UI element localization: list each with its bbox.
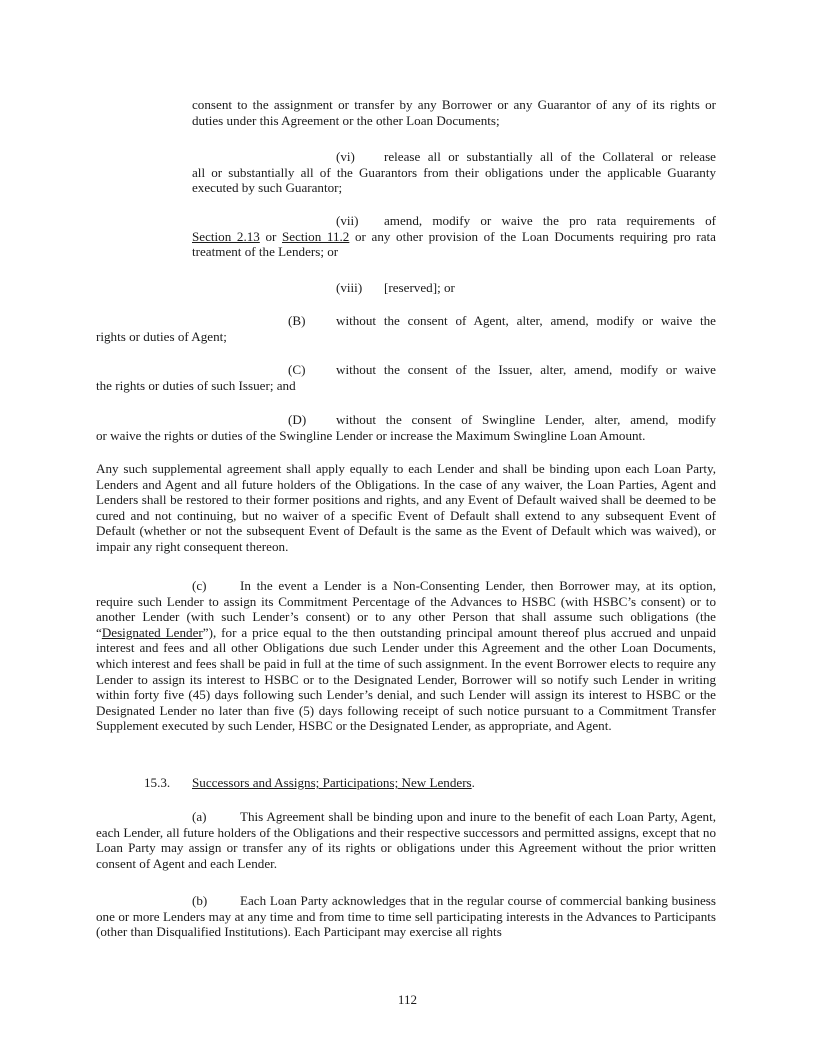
clause-B-first-line: without the consent of Agent, alter, amend, modify or waive the bbox=[336, 313, 716, 328]
clause-C-label: (C) bbox=[288, 362, 306, 377]
designated-lender-term: Designated Lender bbox=[101, 624, 203, 640]
clause-b-paragraph bbox=[96, 893, 716, 940]
clause-b-label: (b) bbox=[192, 893, 208, 908]
clause-B bbox=[96, 313, 716, 344]
clause-viii bbox=[336, 280, 716, 296]
clause-vi-rest: all or substantially all of the Guarantors from their obligations under the applicable Guaranty executed by such Guarantor; bbox=[192, 164, 716, 196]
clause-vii bbox=[192, 213, 716, 260]
clause-vii-or: or bbox=[259, 228, 282, 244]
clause-viii-label: (viii) bbox=[336, 280, 363, 295]
clause-C-rest: the rights or duties of such Issuer; and bbox=[96, 377, 296, 393]
section-15-3-heading bbox=[144, 775, 475, 791]
clause-C-first-line: without the consent of the Issuer, alter, amend, modify or waive bbox=[336, 362, 716, 377]
clause-vi bbox=[192, 149, 716, 196]
section-title-period: . bbox=[471, 775, 475, 790]
clause-viii-text: [reserved]; or bbox=[384, 280, 455, 295]
clause-c-label: (c) bbox=[192, 578, 207, 593]
clause-D-rest: or waive the rights or duties of the Swingline Lender or increase the Maximum Swingline Loan Amount. bbox=[96, 427, 646, 443]
section-11-2-link[interactable]: Section 11.2 bbox=[282, 228, 350, 244]
page-number: 112 bbox=[397, 992, 418, 1007]
clause-vi-first-line: release all or substantially all of the Collateral or release bbox=[384, 149, 716, 164]
clause-b-text: Each Loan Party acknowledges that in the regular course of commercial banking business one or more Lenders may at any time and from time to time sell participating interests in the Advances to Participants (other than Disqualified Institutions). Each Participant may exercise all rights bbox=[96, 893, 716, 940]
section-number: 15.3. bbox=[144, 775, 171, 790]
clause-c-paragraph bbox=[96, 578, 716, 734]
clause-c-before: In the event a Lender is a Non-Consenting Lender, then Borrower may, at its option, require such Lender to assign its Commitment Percentage of the Advances to HSBC (with HSBC’s consent) or to another Lender (with such Lender’s consent) or to any other Person that shall assume such obligations (the “ bbox=[96, 578, 716, 640]
supplemental-agreement-paragraph: Any such supplemental agreement shall apply equally to each Lender and shall be binding upon each Loan Party, Lenders and Agent and all future holders of the Obligations. In the case of any waiver, the Loan Parties, Agent and Lenders shall be restored to their former positions and rights, and any Event of Default waived shall be deemed to be cured and not continuing, but no waiver of a specific Event of Default shall extend to any subsequent Event of Default (whether or not the subsequent Event of Default is the same as the Event of Default which was waived), or impair any right consequent thereon. bbox=[96, 461, 716, 554]
clause-vii-first-line: amend, modify or waive the pro rata requirements of bbox=[384, 213, 716, 228]
clause-D-first-line: without the consent of Swingline Lender, alter, amend, modify bbox=[336, 412, 716, 427]
clause-D bbox=[96, 412, 716, 443]
clause-B-label: (B) bbox=[288, 313, 306, 328]
clause-C bbox=[96, 362, 716, 393]
section-title: Successors and Assigns; Participations; New Lenders bbox=[192, 775, 472, 790]
clause-a-label: (a) bbox=[192, 809, 207, 824]
clause-vii-label: (vii) bbox=[336, 213, 359, 228]
clause-D-label: (D) bbox=[288, 412, 307, 427]
clause-v-continuation: consent to the assignment or transfer by any Borrower or any Guarantor of any of its rights or duties under this Agreement or the other Loan Documents; bbox=[192, 97, 716, 128]
clause-B-rest: rights or duties of Agent; bbox=[96, 328, 227, 344]
clause-vii-rest: or any other provision of the Loan Documents requiring pro rata treatment of the Lenders; or bbox=[192, 228, 716, 260]
clause-c-after: ”), for a price equal to the then outstanding principal amount thereof plus accrued and unpaid interest and fees and all other Obligations due such Lender under this Agreement and the other Loan Documents, which interest and fees shall be paid in full at the time of such assignment. In the event Borrower elects to require any Lender to assign its interest to HSBC or to the Designated Lender, Borrower will so notify such Lender in writing within forty five (45) days following such Lender’s denial, and such Lender will assign its interest to HSBC or the Designated Lender no later than five (5) days following receipt of such notice pursuant to a Commitment Transfer Supplement executed by such Lender, HSBC or the Designated Lender, as appropriate, and Agent. bbox=[96, 624, 716, 734]
clause-a-text: This Agreement shall be binding upon and inure to the benefit of each Loan Party, Agent, each Lender, all future holders of the Obligations and their respective successors and permitted assigns, except that no Loan Party may assign or transfer any of its rights or obligations under this Agreement without the prior written consent of Agent and each Lender. bbox=[96, 809, 716, 871]
clause-a-paragraph bbox=[96, 809, 716, 871]
section-2-13-link[interactable]: Section 2.13 bbox=[192, 228, 260, 244]
clause-vi-label: (vi) bbox=[336, 149, 355, 164]
